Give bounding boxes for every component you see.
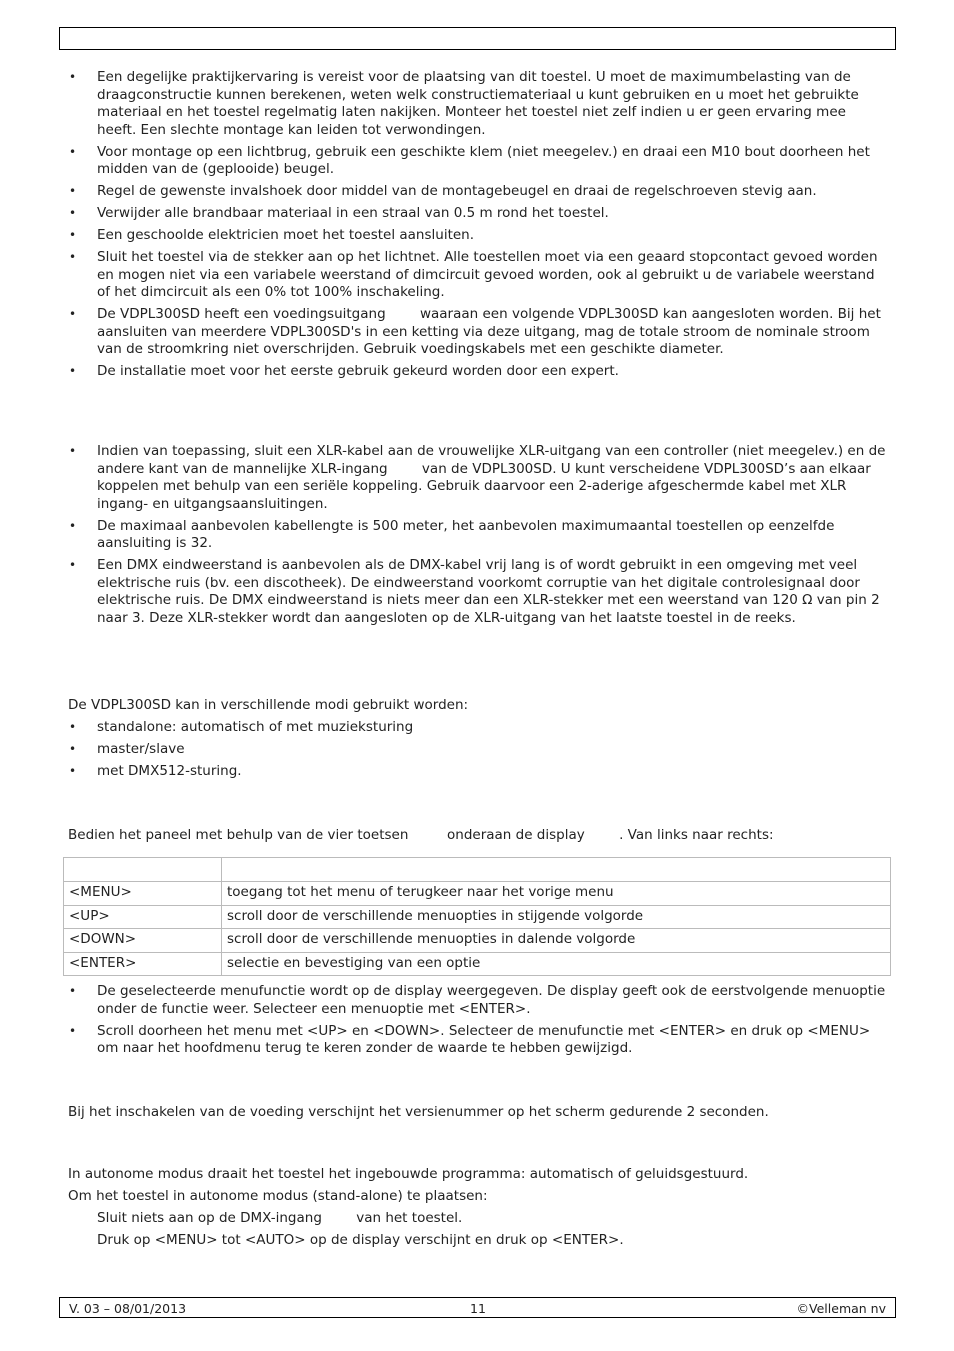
list-item-text: De installatie moet voor het eerste gebruik gekeurd worden door een expert. (97, 363, 619, 379)
key-description-cell: scroll door de verschillende menuopties in stijgende volgorde (222, 905, 891, 929)
table-header-row (64, 858, 891, 882)
bullet-icon: • (69, 518, 77, 533)
list-item (68, 227, 888, 245)
footer-version: V. 03 – 08/01/2013 (69, 1301, 187, 1316)
page-footer (59, 1297, 896, 1318)
list-item-text: master/slave (97, 741, 185, 757)
key-name-cell: <UP> (64, 905, 222, 929)
panel-intro: Bedien het paneel met behulp van de vier toetsen onderaan de display . Van links naar rechts: (68, 827, 774, 843)
modes-section (68, 697, 888, 785)
table-row (64, 882, 891, 906)
bullet-icon: • (69, 720, 77, 734)
key-name-cell: <ENTER> (64, 952, 222, 976)
list-item-text: Regel de gewenste invalshoek door middel van de montagebeugel en draai de regelschroeven stevig aan. (97, 183, 817, 199)
list-item (68, 306, 888, 359)
auto-step: Druk op <MENU> tot <AUTO> op de display verschijnt en druk op <ENTER>. (97, 1232, 624, 1248)
list-item-text: Scroll doorheen het menu met <UP> en <DOWN>. Selecteer de menufunctie met <ENTER> en druk op <MENU> om naar het hoofdmenu terug te keren zonder de waarde te hebben gewijzigd. (97, 1022, 871, 1056)
footer-copyright: ©Velleman nv (796, 1301, 886, 1316)
keys-table (63, 857, 891, 976)
startup-section (68, 1104, 888, 1126)
list-item-text: De maximaal aanbevolen kabellengte is 500 meter, het aanbevolen maximumaantal toestellen op eenzelfde aansluiting is 32. (97, 517, 835, 551)
key-description-cell: scroll door de verschillende menuopties in dalende volgorde (222, 929, 891, 953)
list-item-text: De VDPL300SD heeft een voedingsuitgang waaraan een volgende VDPL300SD kan aangesloten worden. Bij het aansluiten van meerdere VDPL300SD's in een ketting via deze uitgang, mag de totale stroom de nominale stroom van de stroomkring niet overschrijden. Gebruik voedingskabels met een geschikte diameter. (97, 306, 886, 357)
list-item-text: De geselecteerde menufunctie wordt op de display weergegeven. De display geeft ook de eerstvolgende menuoptie onder de functie weer. Selecteer een menuoptie met <ENTER>. (97, 983, 886, 1017)
list-item-text: Een geschoolde elektricien moet het toestel aansluiten. (97, 227, 475, 243)
list-item-text: Een DMX eindweerstand is aanbevolen als de DMX-kabel vrij lang is of wordt gebruikt in een omgeving met veel elektrische ruis (bv. een discotheek). De eindweerstand voorkomt corruptie van het digitale controlesignaal door elektrische ruis. De DMX eindweerstand is niets meer dan een XLR-stekker met een weerstand van 120 Ω van pin 2 naar 3. Deze XLR-stekker wordt dan aangesloten op de XLR-uitgang van het laatste toestel in de reeks. (97, 557, 880, 626)
auto-step: Sluit niets aan op de DMX-ingang van het toestel. (97, 1210, 463, 1226)
bullet-icon: • (69, 984, 77, 998)
bullet-icon: • (69, 228, 77, 242)
auto-text-2: Om het toestel in autonome modus (stand-alone) te plaatsen: (68, 1188, 488, 1204)
list-item-text: met DMX512-sturing. (97, 763, 242, 779)
list-item (68, 144, 888, 179)
bullet-icon: • (69, 250, 77, 264)
key-description-cell: toegang tot het menu of terugkeer naar het vorige menu (222, 882, 891, 906)
table-header-cell (64, 858, 222, 882)
list-item-text: Een degelijke praktijkervaring is vereist voor de plaatsing van dit toestel. U moet de maximumbelasting van de draagconstructie kunnen berekenen, weten welk constructiemateriaal u kunt gebruiken en u moet het gebruikte materiaal en het toestel regelmatig laten nakijken. Monteer het toestel niet zelf indien u er geen ervaring mee heeft. Een slechte montage kan leiden tot verwondingen. (97, 69, 859, 138)
auto-text-1: In autonome modus draait het toestel het ingebouwde programma: automatisch of geluidsgestuurd. (68, 1166, 749, 1182)
list-item (68, 763, 888, 781)
table-row (64, 952, 891, 976)
bullet-icon: • (69, 184, 77, 198)
key-description-cell: selectie en bevestiging van een optie (222, 952, 891, 976)
panel-section (68, 827, 888, 849)
bullet-icon: • (69, 742, 77, 756)
modes-intro: De VDPL300SD kan in verschillende modi gebruikt worden: (68, 697, 469, 713)
page-header-box (59, 27, 896, 50)
bullet-icon: • (69, 307, 77, 321)
bullet-icon: • (69, 206, 77, 220)
list-item-text: Indien van toepassing, sluit een XLR-kabel aan de vrouwelijke XLR-uitgang van een controller (niet meegelev.) en de andere kant van de mannelijke XLR-ingang van de VDPL300SD. U kunt verscheidene VDPL300SD’s aan elkaar koppelen met behulp van een seriële koppeling. Gebruik daarvoor een 2-aderige afgeschermde kabel met XLR ingang- en uitgangsaansluitingen. (97, 443, 890, 512)
list-item-text: standalone: automatisch of met muzieksturing (97, 719, 414, 735)
list-item (68, 69, 888, 139)
bullet-icon: • (69, 70, 77, 84)
table-row (64, 929, 891, 953)
list-item-text: Voor montage op een lichtbrug, gebruik een geschikte klem (niet meegelev.) en draai een M10 bout doorheen het midden van de (geplooide) beugel. (97, 143, 870, 177)
installation-section (68, 69, 888, 385)
list-item-text: Sluit het toestel via de stekker aan op het lichtnet. Alle toestellen moet via een geaard stopcontact gevoed worden en mogen niet via een variabele weerstand of dimcircuit gevoed worden, ook al gebruikt u de variabele weerstand of het dimcircuit als een 0% tot 100% inschakeling. (97, 249, 878, 300)
key-name-cell: <MENU> (64, 882, 222, 906)
list-item (68, 443, 888, 513)
key-name-cell: <DOWN> (64, 929, 222, 953)
bullet-icon: • (69, 764, 77, 778)
list-item (68, 557, 888, 627)
list-item (68, 518, 888, 553)
list-item (68, 1023, 888, 1058)
dmx-section (68, 443, 888, 632)
bullet-icon: • (69, 444, 77, 458)
bullet-icon: • (69, 144, 77, 159)
list-item (68, 983, 888, 1018)
list-item (68, 183, 888, 201)
list-item (68, 363, 888, 381)
bullet-icon: • (69, 1023, 77, 1038)
menu-section (68, 983, 888, 1062)
table-row (64, 905, 891, 929)
bullet-icon: • (69, 558, 77, 572)
auto-section (68, 1166, 888, 1254)
startup-text: Bij het inschakelen van de voeding verschijnt het versienummer op het scherm gedurende 2 seconden. (68, 1104, 769, 1120)
list-item-text: Verwijder alle brandbaar materiaal in een straal van 0.5 m rond het toestel. (97, 205, 609, 221)
footer-page-number: 11 (470, 1301, 486, 1316)
list-item (68, 205, 888, 223)
list-item (68, 741, 888, 759)
list-item (68, 249, 888, 302)
bullet-icon: • (69, 364, 77, 378)
table-header-cell (222, 858, 891, 882)
list-item (68, 719, 888, 737)
